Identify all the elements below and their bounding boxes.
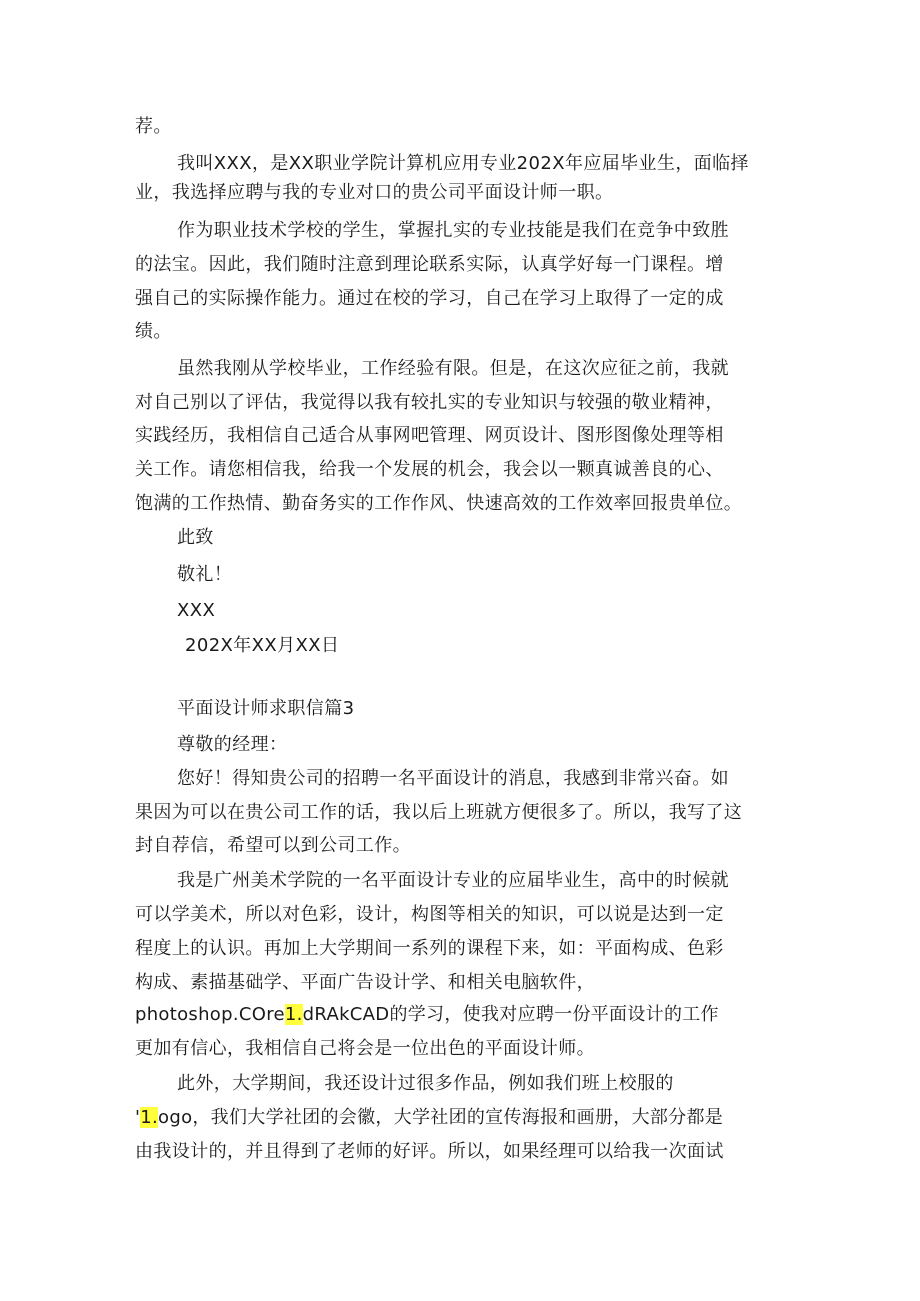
text-line: 由我设计的，并且得到了老师的好评。所以，如果经理可以给我一次面试 <box>135 1141 724 1162</box>
text-line: 构成、素描基础学、平面广告设计学、和相关电脑软件， <box>135 972 595 993</box>
text-line: 的法宝。因此，我们随时注意到理论联系实际，认真学好每一门课程。增 <box>135 254 724 275</box>
text-line: 对自己别以了评估，我觉得以我有较扎实的专业知识与较强的敬业精神， <box>135 392 724 413</box>
text-line: 饱满的工作热情、勤奋务实的工作作风、快速高效的工作效率回报贵单位。 <box>135 493 743 514</box>
text-line: 虽然我刚从学校毕业，工作经验有限。但是，在这次应征之前，我就 <box>177 358 729 379</box>
signature-name: XXX <box>177 600 216 621</box>
text-line: 可以学美术，所以对色彩，设计，构图等相关的知识，可以说是达到一定 <box>135 904 724 925</box>
highlighted-text: 1. <box>284 1004 303 1025</box>
closing-line: 此致 <box>177 527 214 548</box>
text-line: 强自己的实际操作能力。通过在校的学习，自己在学习上取得了一定的成 <box>135 288 724 309</box>
text-line: 程度上的认识。再加上大学期间一系列的课程下来，如：平面构成、色彩 <box>135 938 724 959</box>
text-line: 更加有信心，我相信自己将会是一位出色的平面设计师。 <box>135 1038 595 1059</box>
text-line: 实践经历，我相信自己适合从事网吧管理、网页设计、图形图像处理等相 <box>135 425 724 446</box>
text-line: 此外，大学期间，我还设计过很多作品，例如我们班上校服的 <box>177 1073 674 1094</box>
text-line: 封自荐信，希望可以到公司工作。 <box>135 835 411 856</box>
text-line: 我是广州美术学院的一名平面设计专业的应届毕业生，高中的时候就 <box>177 870 729 891</box>
text-line: 我叫XXX，是XX职业学院计算机应用专业202X年应届毕业生，面临择 <box>177 153 749 174</box>
text-segment: dRAkCAD的学习，使我对应聘一份平面设计的工作 <box>302 1004 719 1025</box>
text-segment: ' <box>135 1107 141 1128</box>
text-line: 荐。 <box>135 116 172 137</box>
text-line-photoshop <box>135 1003 719 1027</box>
text-segment: ogo，我们大学社团的会徽，大学社团的宣传海报和画册，大部分都是 <box>158 1107 724 1128</box>
text-line: 您好！得知贵公司的招聘一名平面设计的消息，我感到非常兴奋。如 <box>177 768 729 789</box>
salutation-line: 敬礼！ <box>177 564 233 585</box>
text-line: 绩。 <box>135 321 172 342</box>
signature-date: 202X年XX月XX日 <box>185 635 340 656</box>
text-line: 关工作。请您相信我，给我一个发展的机会，我会以一颗真诚善良的心、 <box>135 459 724 480</box>
section-title: 平面设计师求职信篇3 <box>177 698 355 719</box>
text-line: 作为职业技术学校的学生，掌握扎实的专业技能是我们在竞争中致胜 <box>177 220 729 241</box>
text-segment: photoshop.COre <box>135 1004 285 1025</box>
text-line: 业，我选择应聘与我的专业对口的贵公司平面设计师一职。 <box>135 182 614 203</box>
greeting-line: 尊敬的经理： <box>177 734 288 755</box>
text-line: 果因为可以在贵公司工作的话，我以后上班就方便很多了。所以，我写了这 <box>135 802 743 823</box>
text-line-logo <box>135 1106 723 1130</box>
highlighted-text: 1. <box>140 1107 159 1128</box>
